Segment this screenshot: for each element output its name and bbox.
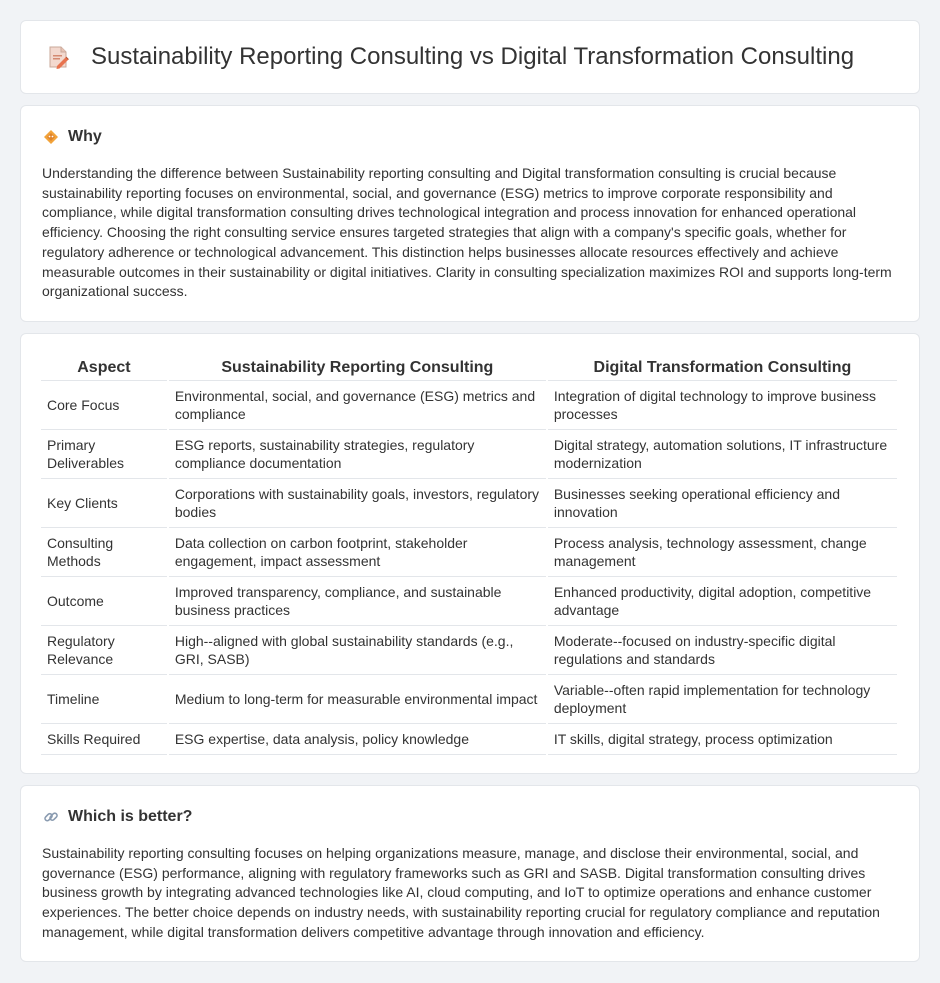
row-digital: Digital strategy, automation solutions, IT infrastructure modernization (548, 430, 897, 479)
row-sustainability: Medium to long-term for measurable environmental impact (169, 675, 546, 724)
why-text: Understanding the difference between Sustainability reporting consulting and Digital transformation consulting is crucial because sustainability reporting focuses on environmental, social, and governance (ESG) metrics to improve corporate responsibility and compliance, while digital transformation consulting drives technological integration and process innovation for enhanced operational efficiency. Choosing the right consulting service ensures targeted strategies that align with a company's specific goals, whether for regulatory adherence or technological advancement. This distinction helps businesses allocate resources effectively and achieve measurable outcomes in their sustainability or digital initiatives. Clarity in consulting specialization maximizes ROI and supports long-term organizational success. (42, 165, 892, 300)
which-better-section (20, 785, 920, 962)
row-digital: Businesses seeking operational efficiency and innovation (548, 479, 897, 528)
table-row (41, 528, 897, 577)
row-sustainability: ESG expertise, data analysis, policy knowledge (169, 724, 546, 755)
table-row (41, 724, 897, 755)
header-digital: Digital Transformation Consulting (548, 355, 897, 381)
row-sustainability: Data collection on carbon footprint, stakeholder engagement, impact assessment (169, 528, 546, 577)
table-row (41, 675, 897, 724)
row-digital: Integration of digital technology to improve business processes (548, 381, 897, 430)
row-sustainability: High--aligned with global sustainability standards (e.g., GRI, SASB) (169, 626, 546, 675)
better-text: Sustainability reporting consulting focuses on helping organizations measure, manage, and disclose their environmental, social, and governance (ESG) performance, aligning with regulatory frameworks such as GRI and SASB. Digital transformation consulting drives business growth by integrating advanced technologies like AI, cloud computing, and IoT to optimize operations and enhance customer experiences. The better choice depends on industry needs, with sustainability reporting crucial for regulatory compliance and reputation management, while digital transformation delivers competitive advantage through innovation and efficiency. (42, 845, 880, 940)
document-pencil-icon (45, 44, 71, 70)
table-row (41, 430, 897, 479)
row-sustainability: Improved transparency, compliance, and sustainable business practices (169, 577, 546, 626)
why-heading: Why (68, 128, 102, 145)
page-title: Sustainability Reporting Consulting vs Digital Transformation Consulting (91, 43, 855, 70)
header-aspect: Aspect (41, 355, 167, 381)
row-digital: IT skills, digital strategy, process optimization (548, 724, 897, 755)
link-icon (42, 808, 60, 826)
row-digital: Moderate--focused on industry-specific digital regulations and standards (548, 626, 897, 675)
table-row (41, 381, 897, 430)
comparison-table (39, 355, 899, 755)
row-sustainability: Environmental, social, and governance (ESG) metrics and compliance (169, 381, 546, 430)
row-aspect: Skills Required (41, 724, 167, 755)
why-section (20, 105, 920, 322)
table-row (41, 626, 897, 675)
row-digital: Variable--often rapid implementation for technology deployment (548, 675, 897, 724)
row-aspect: Key Clients (41, 479, 167, 528)
row-aspect: Outcome (41, 577, 167, 626)
row-digital: Process analysis, technology assessment, change management (548, 528, 897, 577)
row-digital: Enhanced productivity, digital adoption, competitive advantage (548, 577, 897, 626)
row-aspect: Primary Deliverables (41, 430, 167, 479)
table-row (41, 577, 897, 626)
comparison-table-card (20, 333, 920, 774)
better-heading-row (42, 808, 899, 826)
row-aspect: Consulting Methods (41, 528, 167, 577)
why-heading-row (42, 128, 899, 146)
header-sustainability: Sustainability Reporting Consulting (169, 355, 546, 381)
table-row (41, 479, 897, 528)
row-aspect: Timeline (41, 675, 167, 724)
better-heading: Which is better? (68, 808, 193, 825)
row-aspect: Core Focus (41, 381, 167, 430)
title-card (20, 20, 920, 94)
row-sustainability: Corporations with sustainability goals, investors, regulatory bodies (169, 479, 546, 528)
row-aspect: Regulatory Relevance (41, 626, 167, 675)
row-sustainability: ESG reports, sustainability strategies, regulatory compliance documentation (169, 430, 546, 479)
diamond-icon (42, 128, 60, 146)
table-header-row (41, 355, 897, 381)
